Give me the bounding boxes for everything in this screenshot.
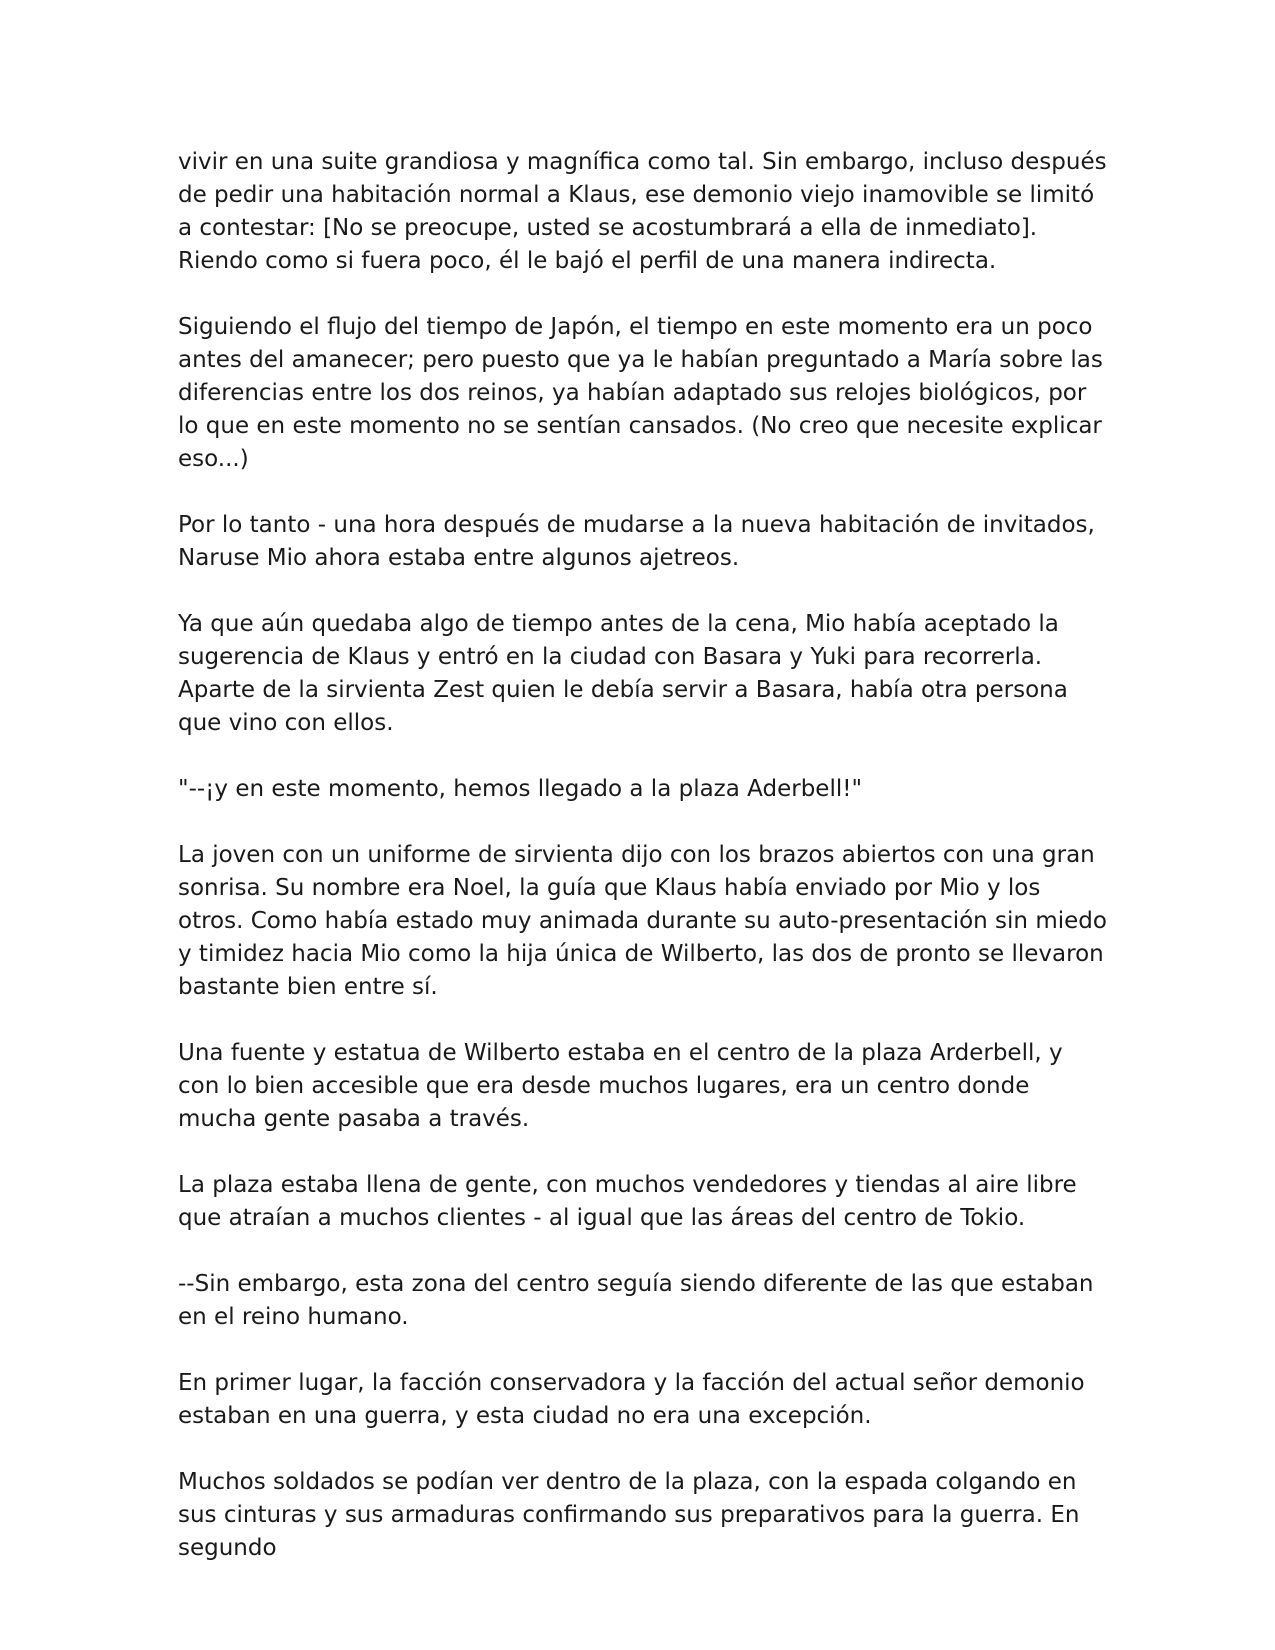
document-body bbox=[178, 146, 1108, 1598]
paragraph: La joven con un uniforme de sirvienta dijo con los brazos abiertos con una gran sonrisa. Su nombre era Noel, la guía que Klaus había enviado por Mio y los otros. Como había estado muy animada durante su auto-presentación sin miedo y timidez hacia Mio como la hija única de Wilberto, las dos de pronto se llevaron bastante bien entre sí. bbox=[178, 842, 1107, 1000]
paragraph: "--¡y en este momento, hemos llegado a la plaza Aderbell!" bbox=[178, 776, 863, 802]
paragraph: La plaza estaba llena de gente, con muchos vendedores y tiendas al aire libre que atraían a muchos clientes - al igual que las áreas del centro de Tokio. bbox=[178, 1172, 1077, 1231]
paragraph: Ya que aún quedaba algo de tiempo antes de la cena, Mio había aceptado la sugerencia de Klaus y entró en la ciudad con Basara y Yuki para recorrerla. Aparte de la sirvienta Zest quien le debía servir a Basara, había otra persona que vino con ellos. bbox=[178, 611, 1068, 736]
paragraph: Por lo tanto - una hora después de mudarse a la nueva habitación de invitados, Naruse Mio ahora estaba entre algunos ajetreos. bbox=[178, 512, 1095, 571]
paragraph: vivir en una suite grandiosa y magnífica como tal. Sin embargo, incluso después de pedir una habitación normal a Klaus, ese demonio viejo inamovible se limitó a contestar: [No se preocupe, usted se acostumbrará a ella de inmediato]. Riendo como si fuera poco, él le bajó el perfil de una manera indirecta. bbox=[178, 149, 1107, 274]
paragraph: Muchos soldados se podían ver dentro de la plaza, con la espada colgando en sus cinturas y sus armaduras confirmando sus preparativos para la guerra. En segundo bbox=[178, 1469, 1080, 1561]
paragraph: Siguiendo el flujo del tiempo de Japón, el tiempo en este momento era un poco antes del amanecer; pero puesto que ya le habían preguntado a María sobre las diferencias entre los dos reinos, ya habían adaptado sus relojes biológicos, por lo que en este momento no se sentían cansados. (No creo que necesite explicar eso...) bbox=[178, 314, 1103, 472]
paragraph: --Sin embargo, esta zona del centro seguía siendo diferente de las que estaban en el reino humano. bbox=[178, 1271, 1094, 1330]
paragraph: Una fuente y estatua de Wilberto estaba en el centro de la plaza Arderbell, y con lo bien accesible que era desde muchos lugares, era un centro donde mucha gente pasaba a través. bbox=[178, 1040, 1063, 1132]
paragraph: En primer lugar, la facción conservadora y la facción del actual señor demonio estaban en una guerra, y esta ciudad no era una excepción. bbox=[178, 1370, 1085, 1429]
